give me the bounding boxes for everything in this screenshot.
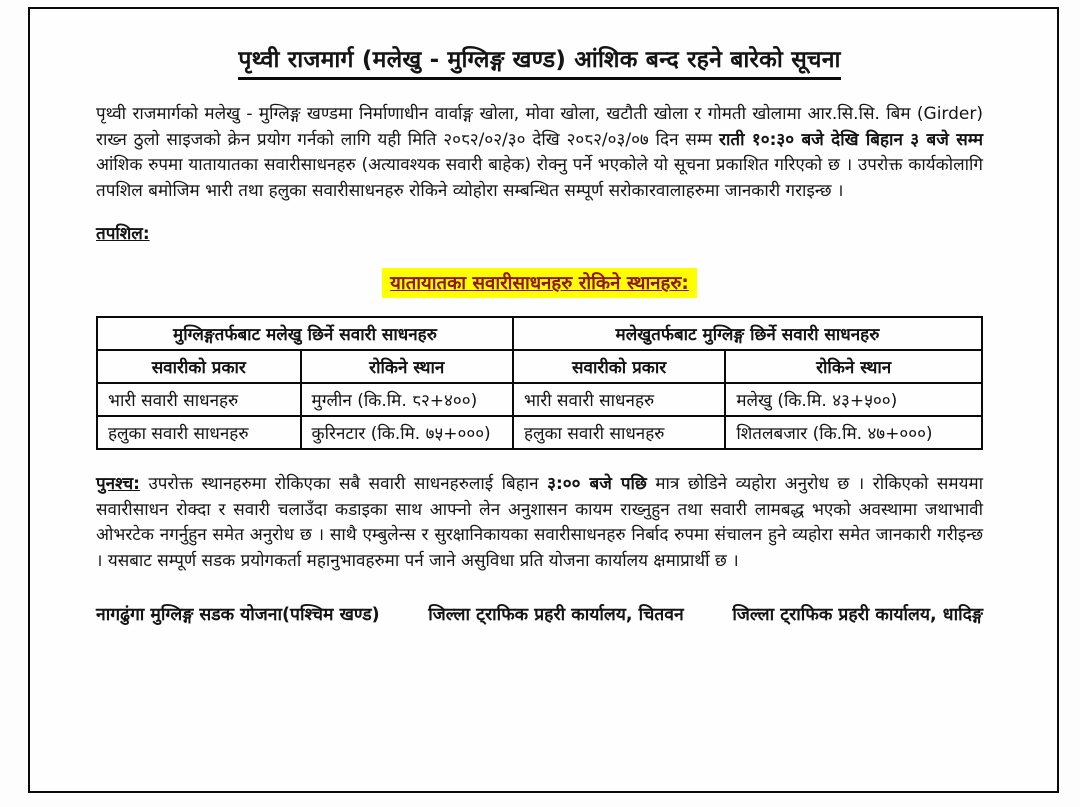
cell-light-location-2: शितलबजार (कि.मि. ४७+०००)	[725, 416, 982, 449]
signatory-traffic-police-chitwan: जिल्ला ट्राफिक प्रहरी कार्यालय, चितवन	[428, 605, 684, 625]
highlight-heading-container	[96, 268, 983, 298]
tapasil-label-line	[96, 221, 983, 244]
intro-closure-time: राती १०:३० बजे देखि बिहान ३ बजे सम्म	[719, 129, 983, 150]
title-container	[96, 42, 983, 80]
signatory-traffic-police-dhading: जिल्ला ट्राफिक प्रहरी कार्यालय, धादिङ्ग	[732, 605, 983, 625]
cell-light-type-1: हलुका सवारी साधनहरु	[97, 416, 301, 449]
col-header-vehicle-type-1: सवारीको प्रकार	[97, 350, 301, 383]
tapasil-label: तपशिल:	[96, 224, 150, 244]
scanned-document-border	[28, 7, 1059, 793]
stopping-locations-table	[96, 316, 983, 450]
cell-heavy-type-1: भारी सवारी साधनहरु	[97, 383, 301, 416]
cell-heavy-location-2: मलेखु (कि.मि. ४३+५००)	[725, 383, 982, 416]
cell-light-location-1: कुरिनटार (कि.मि. ७५+०००)	[301, 416, 513, 449]
table-group-header-row	[97, 317, 982, 350]
signature-row	[96, 602, 983, 626]
table-column-header-row	[97, 350, 982, 383]
col-header-stop-location-1: रोकिने स्थान	[301, 350, 513, 383]
group-header-mugling-to-malekhu: मुग्लिङ्गतर्फबाट मलेखु छिर्ने सवारी साधनहरु	[97, 317, 513, 350]
cell-light-type-2: हलुका सवारी साधनहरु	[513, 416, 725, 449]
intro-text-2: आंशिक रुपमा यातायातका सवारीसाधनहरु (अत्यावश्यक सवारी बाहेक) रोक्नु पर्ने भएकोले यो सूचना प्रकाशित गरिएको छ । उपरोक्त कार्यकोलागि तपशिल बमोजिम भारी तथा हलुका सवारीसाधनहरु रोकिने व्योहोरा सम्बन्धित सम्पूर्ण सरोकारवालाहरुमा जानकारी गराइन्छ ।	[96, 155, 983, 201]
cell-heavy-type-2: भारी सवारी साधनहरु	[513, 383, 725, 416]
postscript-label: पुनश्च:	[96, 474, 140, 494]
notice-document	[96, 9, 983, 626]
table-row	[97, 383, 982, 416]
col-header-stop-location-2: रोकिने स्थान	[725, 350, 982, 383]
postscript-text-1: उपरोक्त स्थानहरुमा रोकिएका सबै सवारी साधनहरुलाई बिहान	[148, 474, 539, 494]
intro-text-1: पृथ्वी राजमार्गको मलेखु - मुग्लिङ्ग खण्डमा निर्माणाधीन वार्वाङ्ग खोला, मोवा खोला, खटौती खोला र गोमती खोलामा आर.सि.सि. बिम (Girder) राख्न ठुलो साइजको क्रेन प्रयोग गर्नको लागि यही मिति २०८२/०२/३० देखि २०८२/०३/०७ दिन सम्म	[96, 104, 983, 150]
stopping-locations-heading: यातायातका सवारीसाधनहरु रोकिने स्थानहरु:	[382, 268, 697, 298]
cell-heavy-location-1: मुग्लीन (कि.मि. ८२+४००)	[301, 383, 513, 416]
col-header-vehicle-type-2: सवारीको प्रकार	[513, 350, 725, 383]
intro-paragraph	[96, 102, 983, 204]
postscript-release-time: ३:०० बजे पछि	[547, 474, 647, 494]
postscript-text-2: मात्र छोडिने व्यहोरा अनुरोध छ । रोकिएको समयमा सवारीसाधन रोक्दा र सवारी चलाउँदा कडाइका साथ आफ्नो लेन अनुशासन कायम राख्नुहुन तथा सवारी लामबद्ध भएको अवस्थामा जथाभावी ओभरटेक नगर्नुहुन समेत अनुरोध छ । साथै एम्बुलेन्स र सुरक्षानिकायका सवारीसाधनहरु निर्बाद रुपमा संचालन हुने व्यहोरा समेत जानकारी गरीइन्छ । यसबाट सम्पूर्ण सडक प्रयोगकर्ता महानुभावहरुमा पर्न जाने असुविधा प्रति योजना कार्यालय क्षमाप्रार्थी छ ।	[96, 474, 984, 571]
table-row	[97, 416, 982, 449]
group-header-malekhu-to-mugling: मलेखुतर्फबाट मुग्लिङ्ग छिर्ने सवारी साधनहरु	[513, 317, 982, 350]
page-title: पृथ्वी राजमार्ग (मलेखु - मुग्लिङ्ग खण्ड) आंशिक बन्द रहने बारेको सूचना	[238, 42, 840, 80]
postscript-paragraph	[96, 472, 983, 574]
signatory-road-project: नागढुंगा मुग्लिङ्ग सडक योजना(पश्चिम खण्ड)	[96, 605, 380, 625]
